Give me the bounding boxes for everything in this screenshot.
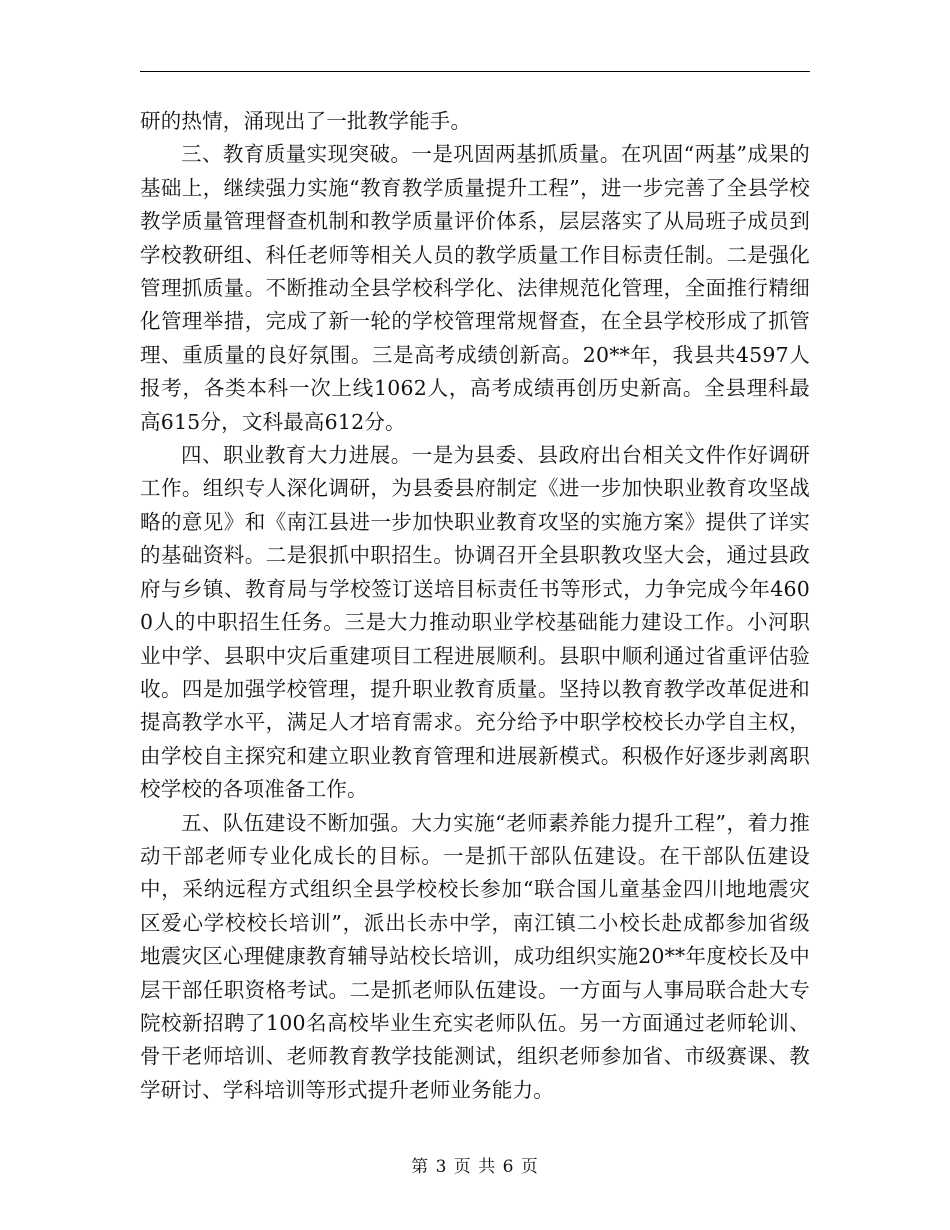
- page-number-footer: 第 3 页 共 6 页: [411, 1157, 539, 1177]
- document-body: [140, 105, 810, 1107]
- paragraph-education-quality: 三、教育质量实现突破。一是巩固两基抓质量。在巩固“两基”成果的基础上，继续强力实施“教育教学质量提升工程”，进一步完善了全县学校教学质量管理督查机制和教学质量评价体系，层层落实了从局班子成员到学校教研组、科任老师等相关人员的教学质量工作目标责任制。二是强化管理抓质量。不断推动全县学校科学化、法律规范化管理，全面推行精细化管理举措，完成了新一轮的学校管理常规督查，在全县学校形成了抓管理、重质量的良好氛围。三是高考成绩创新高。20**年，我县共4597人报考，各类本科一次上线1062人，高考成绩再创历史新高。全县理科最高615分，文科最高612分。: [140, 142, 810, 434]
- header-rule: [140, 71, 810, 72]
- paragraph-team-building: 五、队伍建设不断加强。大力实施“老师素养能力提升工程”，着力推动干部老师专业化成长的目标。一是抓干部队伍建设。在干部队伍建设中，采纳远程方式组织全县学校校长参加“联合国儿童基金四川地地震灾区爱心学校校长培训”，派出长赤中学，南江镇二小校长赴成都参加省级地震灾区心理健康教育辅导站校长培训，成功组织实施20**年度校长及中层干部任职资格考试。二是抓老师队伍建设。一方面与人事局联合赴大专院校新招聘了100名高校毕业生充实老师队伍。另一方面通过老师轮训、骨干老师培训、老师教育教学技能测试，组织老师参加省、市级赛课、教学研讨、学科培训等形式提升老师业务能力。: [140, 810, 810, 1102]
- paragraph-vocational-education: 四、职业教育大力进展。一是为县委、县政府出台相关文件作好调研工作。组织专人深化调研，为县委县府制定《进一步加快职业教育攻坚战略的意见》和《南江县进一步加快职业教育攻坚的实施方案》提供了详实的基础资料。二是狠抓中职招生。协调召开全县职教攻坚大会，通过县政府与乡镇、教育局与学校签订送培目标责任书等形式，力争完成今年4600人的中职招生任务。三是大力推动职业学校基础能力建设工作。小河职业中学、县职中灾后重建项目工程进展顺利。县职中顺利通过省重评估验收。四是加强学校管理，提升职业教育质量。坚持以教育教学改革促进和提高教学水平，满足人才培育需求。充分给予中职学校校长办学自主权，由学校自主探究和建立职业教育管理和进展新模式。积极作好逐步剥离职校学校的各项准备工作。: [140, 443, 810, 802]
- paragraph-continuation: 研的热情，涌现出了一批教学能手。: [140, 109, 472, 133]
